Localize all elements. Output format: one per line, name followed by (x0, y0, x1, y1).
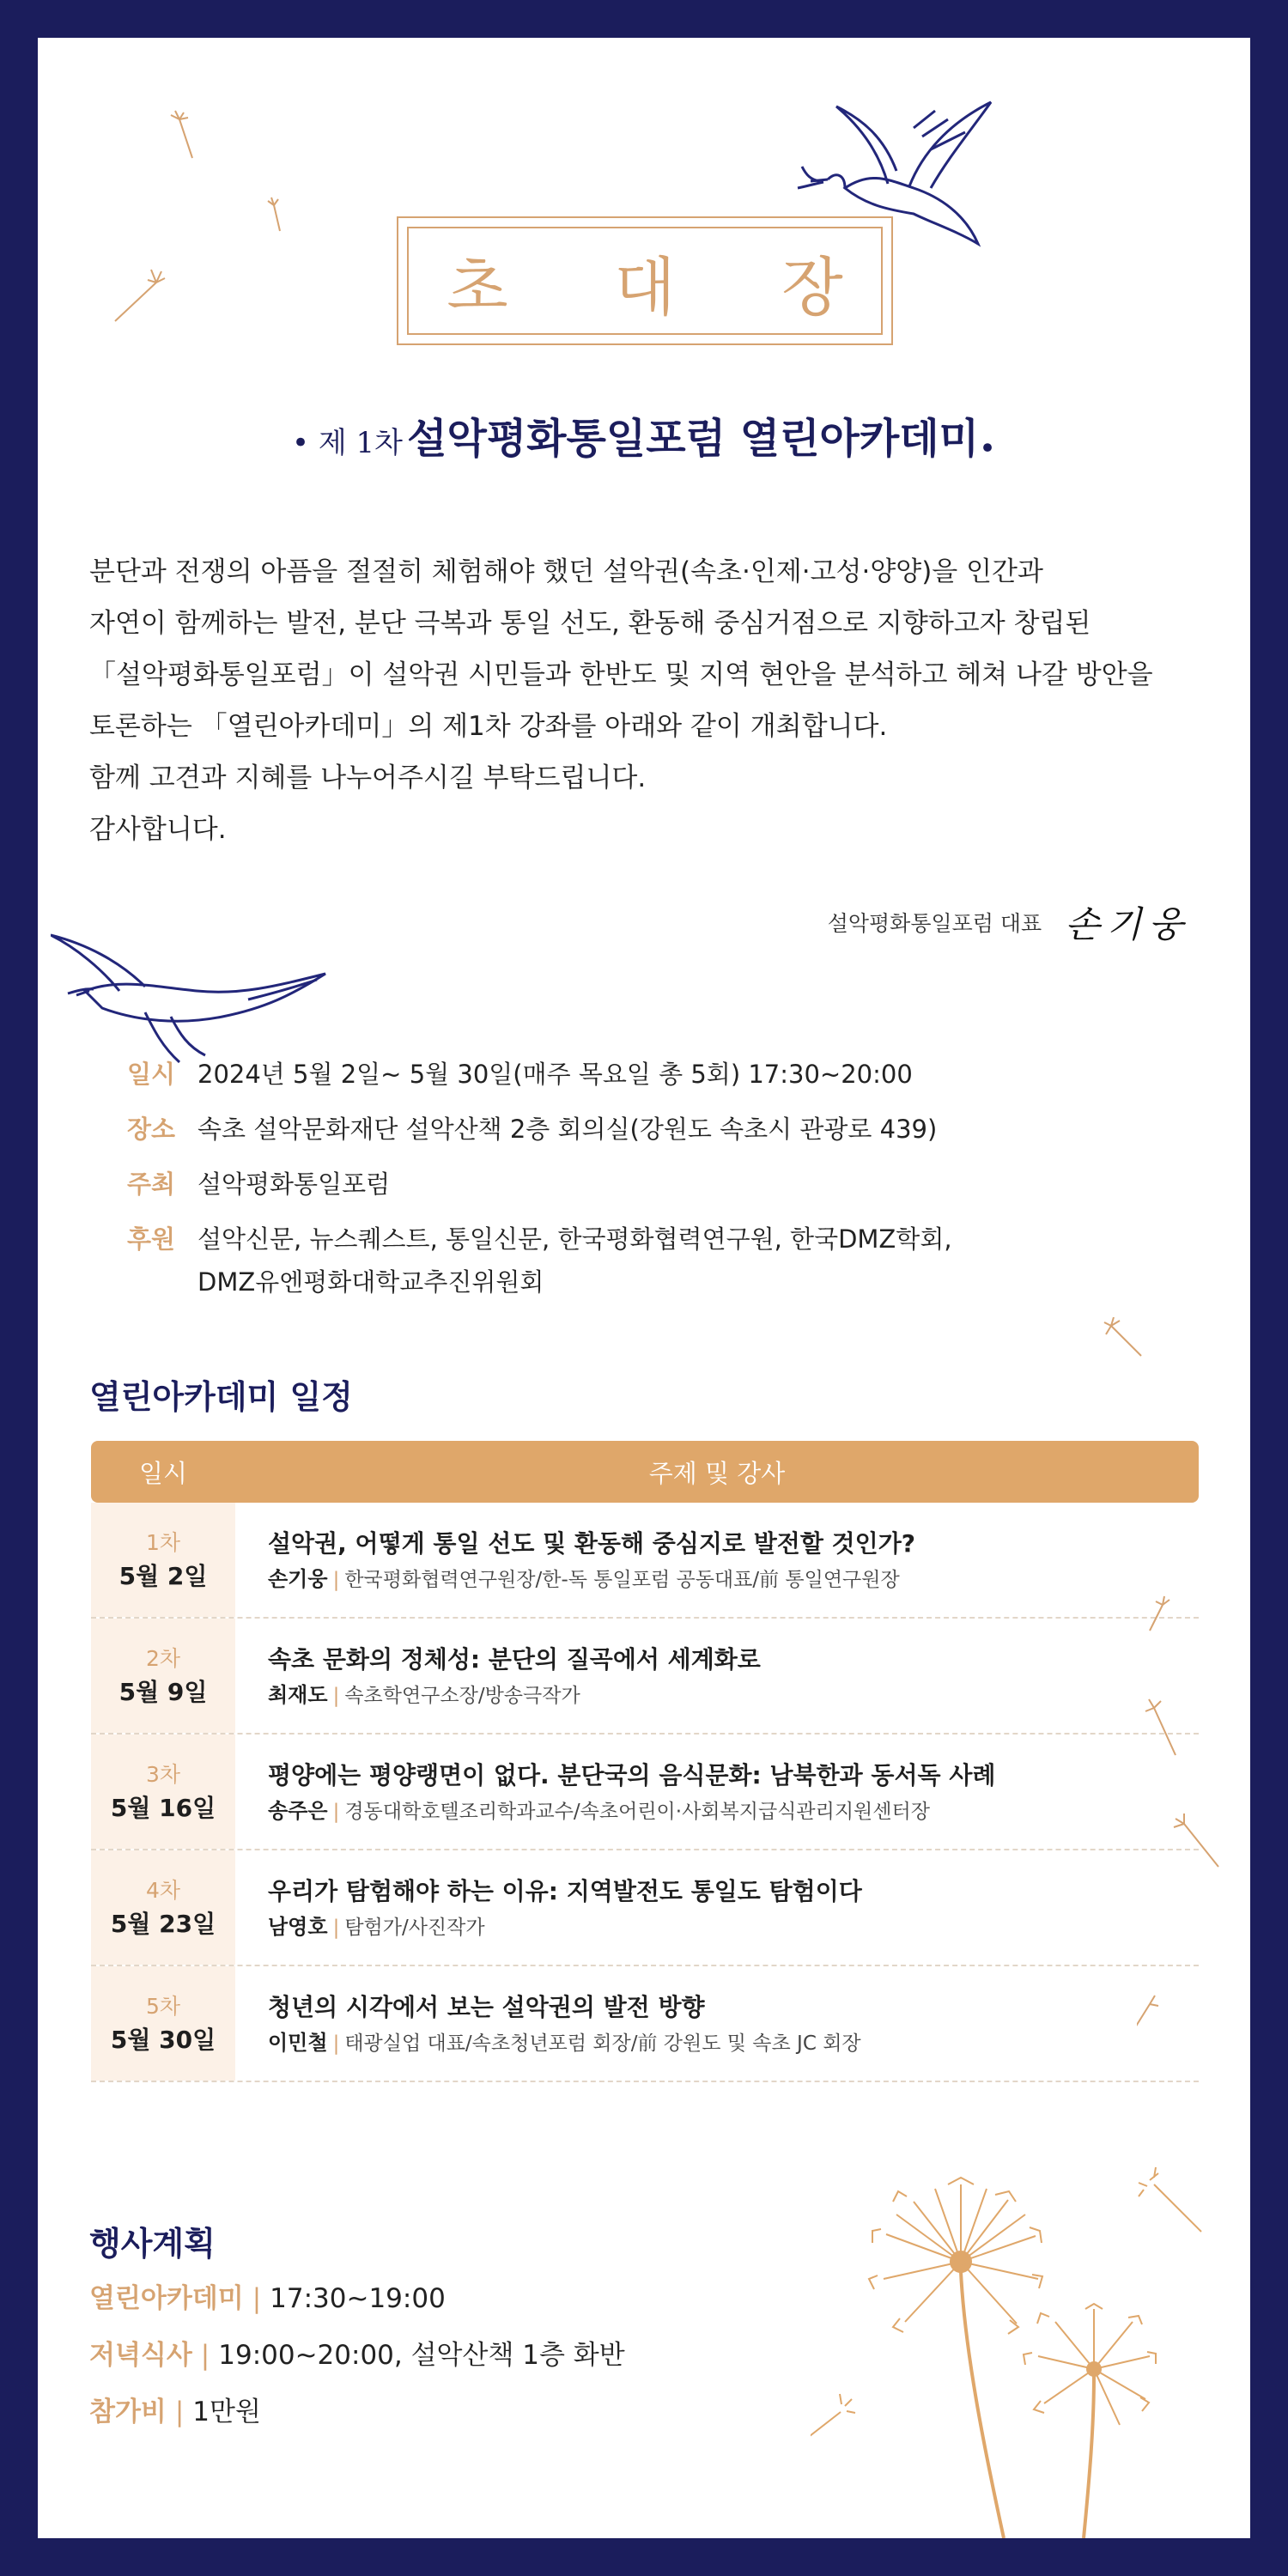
speaker-name: 최재도 (268, 1683, 328, 1707)
session-speaker (268, 1564, 915, 1595)
session-number: 1차 (145, 1529, 181, 1555)
info-row-host (127, 1163, 1200, 1206)
session-date: 5월 9일 (118, 1677, 208, 1706)
info-row-venue (127, 1108, 1200, 1151)
event-plan (89, 2270, 625, 2440)
session-date: 5월 2일 (118, 1561, 208, 1590)
session-topic: 우리가 탐험해야 하는 이유: 지역발전도 통일도 탐험이다 (268, 1877, 862, 1905)
schedule-date-cell (91, 1735, 235, 1849)
session-speaker (268, 1911, 862, 1943)
event-info (127, 1053, 1200, 1315)
info-label: 장소 (127, 1115, 176, 1144)
plan-row (89, 2270, 625, 2327)
speaker-separator: | (332, 1917, 340, 1939)
schedule-content-cell (235, 1735, 995, 1849)
schedule-row (91, 1850, 1199, 1966)
plan-label: 열린아카데미 (89, 2283, 244, 2314)
title-box (397, 216, 893, 345)
session-speaker (268, 1795, 995, 1827)
speaker-role: 경동대학호텔조리학과교수/속초어린이·사회복지급식관리지원센터장 (344, 1801, 930, 1823)
speaker-separator: | (332, 1569, 340, 1591)
plan-title: 행사계획 (89, 2225, 216, 2263)
dandelion-seeds-right (1137, 1523, 1240, 2124)
session-topic: 평양에는 평양랭면이 없다. 분단국의 음식문화: 남북한과 동서독 사례 (268, 1761, 996, 1789)
intro-line: 토론하는 「열린아카데미」의 제1차 강좌를 아래와 같이 개최합니다. (89, 711, 888, 742)
speaker-role: 탐험가/사진작가 (344, 1917, 485, 1939)
plan-separator: | (174, 2397, 185, 2427)
info-row-sponsor (127, 1218, 1200, 1303)
schedule-date-cell (91, 1850, 235, 1965)
speaker-separator: | (332, 1801, 340, 1823)
session-topic: 설악권, 어떻게 통일 선도 및 환동해 중심지로 발전할 것인가? (268, 1529, 916, 1558)
info-row-date (127, 1053, 1200, 1096)
speaker-role: 태광실업 대표/속초청년포럼 회장/前 강원도 및 속초 JC 회장 (344, 2032, 861, 2055)
info-label: 주최 (127, 1170, 176, 1199)
sponsor-line-2: DMZ유엔평화대학교추진위원회 (197, 1267, 544, 1297)
subtitle-suffix: • (978, 431, 997, 466)
schedule-date-cell (91, 1966, 235, 2081)
signature-org: 설악평화통일포럼 대표 (827, 911, 1042, 936)
intro-line: 자연이 함께하는 발전, 분단 극복과 통일 선도, 환동해 중심거점으로 지향하고자 창립된 (89, 608, 1091, 639)
session-date: 5월 23일 (110, 1909, 216, 1938)
event-subtitle (38, 405, 1250, 466)
plan-value: 19:00~20:00, 설악산책 1층 화반 (218, 2340, 625, 2371)
session-topic: 속초 문화의 정체성: 분단의 질곡에서 세계화로 (268, 1645, 761, 1674)
signature-name: 손기웅 (1065, 903, 1190, 945)
speaker-role: 속초학연구소장/방송극작가 (344, 1685, 580, 1707)
session-speaker (268, 1680, 761, 1711)
speaker-role: 한국평화협력연구원장/한-독 통일포럼 공동대표/前 통일연구원장 (344, 1569, 900, 1591)
info-value: 2024년 5월 2일~ 5월 30일(매주 목요일 총 5회) 17:30~20:00 (197, 1060, 913, 1089)
dandelion-seeds-top-left (55, 89, 313, 347)
header-topic: 주제 및 강사 (648, 1458, 786, 1488)
plan-label: 참가비 (89, 2397, 167, 2427)
info-value: 속초 설악문화재단 설악산책 2층 회의실(강원도 속초시 관광로 439) (197, 1115, 938, 1144)
plan-value: 17:30~19:00 (270, 2283, 446, 2314)
invitation-title: 초 대 장 (447, 251, 886, 325)
schedule-row (91, 1619, 1199, 1735)
subtitle-main: 설악평화통일포럼 열린아카데미 (407, 415, 979, 463)
schedule-title: 열린아카데미 일정 (89, 1378, 353, 1416)
session-date: 5월 30일 (110, 2025, 216, 2054)
intro-line: 함께 고견과 지혜를 나누어주시길 부탁드립니다. (89, 762, 647, 793)
schedule-date-cell (91, 1619, 235, 1733)
subtitle-prefix: • 제 1차 (291, 426, 403, 460)
plan-value: 1만원 (192, 2397, 261, 2427)
session-topic: 청년의 시각에서 보는 설악권의 발전 방향 (268, 1993, 705, 2021)
dandelion-illustration (811, 2133, 1250, 2538)
speaker-name: 남영호 (268, 1915, 328, 1939)
info-label: 일시 (127, 1060, 176, 1089)
intro-line: 분단과 전쟁의 아픔을 절절히 체험해야 했던 설악권(속초·인제·고성·양양)을 인간과 (89, 556, 1043, 587)
session-number: 5차 (145, 1993, 181, 2019)
header-date: 일시 (138, 1458, 188, 1488)
intro-line: 감사합니다. (89, 814, 227, 845)
plan-separator: | (200, 2340, 210, 2371)
session-number: 3차 (145, 1761, 181, 1787)
intro-paragraph (89, 546, 1249, 855)
intro-line: 「설악평화통일포럼」이 설악권 시민들과 한반도 및 지역 현안을 분석하고 헤쳐 나갈 방안을 (89, 659, 1153, 690)
schedule-date-cell (91, 1503, 235, 1617)
schedule-row (91, 1966, 1199, 2082)
info-value (197, 1218, 952, 1303)
dove-illustration-left (51, 909, 334, 1064)
speaker-separator: | (332, 1685, 340, 1707)
schedule-content-cell (235, 1966, 861, 2081)
plan-row (89, 2384, 625, 2440)
session-number: 2차 (145, 1645, 181, 1671)
session-date: 5월 16일 (110, 1793, 216, 1822)
speaker-separator: | (332, 2032, 340, 2055)
session-number: 4차 (145, 1877, 181, 1903)
schedule-header (91, 1441, 1199, 1503)
schedule-content-cell (235, 1619, 761, 1733)
schedule-content-cell (235, 1850, 862, 1965)
dandelion-seed (1103, 1317, 1154, 1369)
invitation-page (38, 38, 1250, 2538)
info-label: 후원 (127, 1224, 176, 1254)
schedule-content-cell (235, 1503, 915, 1617)
speaker-name: 이민철 (268, 2031, 328, 2055)
session-speaker (268, 2027, 861, 2059)
speaker-name: 송주은 (268, 1799, 328, 1823)
info-value: 설악평화통일포럼 (197, 1170, 391, 1199)
sponsor-line-1: 설악신문, 뉴스퀘스트, 통일신문, 한국평화협력연구원, 한국DMZ학회, (197, 1224, 952, 1254)
signature (828, 896, 1190, 948)
plan-row (89, 2327, 625, 2384)
plan-label: 저녁식사 (89, 2340, 192, 2371)
plan-separator: | (252, 2283, 262, 2314)
schedule-row (91, 1503, 1199, 1619)
schedule-table (91, 1441, 1199, 2082)
speaker-name: 손기웅 (268, 1567, 328, 1591)
schedule-row (91, 1735, 1199, 1850)
